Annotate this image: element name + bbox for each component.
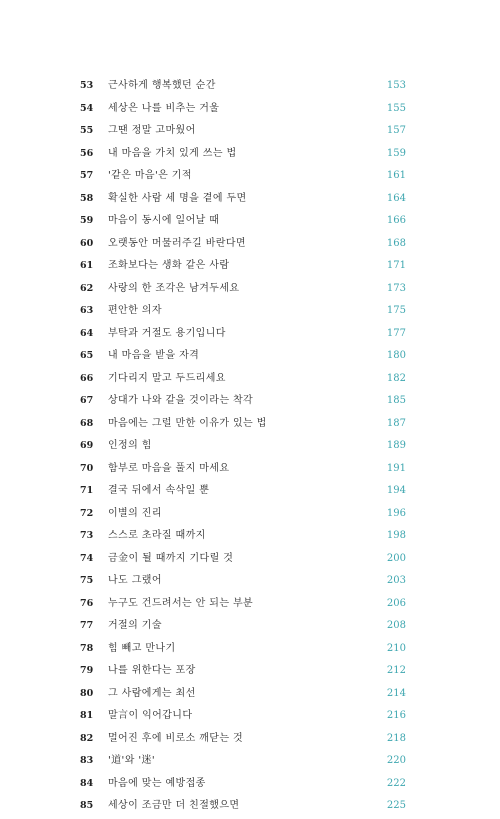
page-number: 222 [386, 777, 406, 789]
chapter-title: 내 마음을 가치 있게 쓰는 법 [108, 147, 237, 159]
chapter-title: 누구도 건드려서는 안 되는 부분 [108, 597, 254, 609]
chapter-title: 멀어진 후에 비로소 깨닫는 것 [108, 732, 244, 744]
chapter-title: 힘 빼고 만나기 [108, 642, 176, 654]
chapter-number: 64 [80, 327, 94, 339]
chapter-title: '같은 마음'은 기적 [108, 170, 192, 181]
chapter-number: 53 [80, 80, 94, 91]
toc-entry [80, 616, 406, 639]
toc-entry [80, 571, 406, 594]
chapter-number: 66 [80, 372, 94, 384]
chapter-number: 82 [80, 732, 94, 744]
page-number: 194 [386, 485, 406, 496]
chapter-number: 83 [80, 755, 94, 766]
chapter-number: 81 [80, 710, 94, 721]
chapter-number: 65 [80, 350, 94, 361]
chapter-number: 71 [80, 485, 94, 496]
page-number: 200 [386, 552, 406, 564]
page-number: 155 [386, 102, 406, 114]
toc-entry [80, 729, 406, 752]
page-number: 208 [386, 620, 406, 631]
page-number: 212 [386, 665, 406, 676]
page-number: 210 [386, 642, 406, 654]
chapter-number: 80 [80, 687, 94, 699]
toc-entry [80, 684, 406, 707]
chapter-title: 나를 위한다는 포장 [108, 665, 196, 676]
chapter-number: 68 [80, 417, 94, 429]
table-of-contents [80, 76, 406, 819]
chapter-title: 확실한 사람 세 명을 곁에 두면 [108, 192, 247, 204]
chapter-number: 67 [80, 395, 94, 406]
toc-entry [80, 481, 406, 504]
chapter-number: 54 [80, 102, 94, 114]
chapter-title: 근사하게 행복했던 순간 [108, 80, 216, 91]
chapter-title: 내 마음을 받을 자격 [108, 350, 200, 361]
chapter-number: 55 [80, 125, 94, 136]
chapter-title: 이별의 진리 [108, 507, 162, 519]
page-number: 164 [386, 192, 406, 204]
chapter-title: 인정의 힘 [108, 440, 152, 451]
chapter-title: 오랫동안 머물러주길 바란다면 [108, 237, 246, 249]
toc-entry [80, 346, 406, 369]
toc-entry [80, 234, 406, 257]
toc-entry [80, 751, 406, 774]
page-number: 153 [386, 80, 406, 91]
chapter-title: 그 사람에게는 최선 [108, 687, 196, 699]
toc-entry [80, 189, 406, 212]
toc-entry [80, 301, 406, 324]
chapter-number: 84 [80, 777, 94, 789]
chapter-number: 75 [80, 575, 94, 586]
chapter-title: 마음이 동시에 일어날 때 [108, 215, 220, 226]
chapter-title: 금金이 될 때까지 기다릴 것 [108, 552, 234, 564]
chapter-title: 세상은 나를 비추는 거울 [108, 102, 220, 114]
chapter-title: 기다리지 말고 두드리세요 [108, 372, 226, 384]
chapter-number: 61 [80, 260, 94, 271]
chapter-title: 사랑의 한 조각은 남겨두세요 [108, 282, 240, 294]
page-number: 161 [386, 170, 406, 181]
page-number: 185 [386, 395, 406, 406]
toc-entry [80, 391, 406, 414]
page-number: 171 [386, 260, 406, 271]
page-number: 180 [386, 350, 406, 361]
page-number: 203 [386, 575, 406, 586]
page-number: 216 [386, 710, 406, 721]
chapter-title: 조화보다는 생화 같은 사람 [108, 260, 230, 271]
toc-entry [80, 639, 406, 662]
toc-entry [80, 99, 406, 122]
page-number: 175 [386, 305, 406, 316]
page-number: 159 [386, 147, 406, 159]
chapter-title: 말言이 익어갑니다 [108, 710, 193, 721]
toc-entry [80, 414, 406, 437]
toc-entry [80, 144, 406, 167]
chapter-number: 56 [80, 147, 94, 159]
toc-entry [80, 661, 406, 684]
chapter-title: 마음에 맞는 예방접종 [108, 777, 206, 789]
page-number: 214 [386, 687, 406, 699]
chapter-title: 나도 그랬어 [108, 575, 162, 586]
chapter-number: 77 [80, 620, 94, 631]
page-number: 206 [386, 597, 406, 609]
toc-entry [80, 166, 406, 189]
toc-entry [80, 324, 406, 347]
page-number: 168 [386, 237, 406, 249]
toc-entry [80, 504, 406, 527]
page-number: 157 [386, 125, 406, 136]
chapter-title: 결국 뒤에서 속삭일 뿐 [108, 485, 210, 496]
chapter-number: 79 [80, 665, 94, 676]
toc-entry [80, 706, 406, 729]
chapter-number: 78 [80, 642, 94, 654]
page-number: 173 [386, 282, 406, 294]
chapter-title: 부탁과 거절도 용기입니다 [108, 327, 226, 339]
chapter-title: 스스로 초라질 때까지 [108, 530, 206, 541]
page-number: 191 [386, 462, 406, 474]
chapter-title: 상대가 나와 같을 것이라는 착각 [108, 395, 254, 406]
page-number: 182 [386, 372, 406, 384]
page-number: 196 [386, 507, 406, 519]
toc-entry [80, 594, 406, 617]
page-number: 225 [386, 800, 406, 811]
chapter-title: '道'와 '迷' [108, 755, 156, 766]
chapter-title: 그땐 정말 고마웠어 [108, 125, 196, 136]
toc-entry [80, 459, 406, 482]
toc-entry [80, 369, 406, 392]
page-number: 177 [386, 327, 406, 339]
chapter-number: 62 [80, 282, 94, 294]
toc-entry [80, 796, 406, 819]
toc-entry [80, 279, 406, 302]
page-number: 198 [386, 530, 406, 541]
chapter-number: 72 [80, 507, 94, 519]
chapter-number: 69 [80, 440, 94, 451]
chapter-number: 58 [80, 192, 94, 204]
page-number: 166 [386, 215, 406, 226]
chapter-number: 76 [80, 597, 94, 609]
toc-entry [80, 121, 406, 144]
page-number: 187 [386, 417, 406, 429]
chapter-number: 73 [80, 530, 94, 541]
toc-entry [80, 526, 406, 549]
chapter-number: 70 [80, 462, 94, 474]
page-number: 189 [386, 440, 406, 451]
toc-entry [80, 211, 406, 234]
toc-entry [80, 774, 406, 797]
chapter-title: 편안한 의자 [108, 305, 162, 316]
toc-entry [80, 549, 406, 572]
chapter-title: 세상이 조금만 더 친절했으면 [108, 800, 240, 811]
page-number: 218 [386, 732, 406, 744]
chapter-title: 함부로 마음을 풀지 마세요 [108, 462, 230, 474]
chapter-number: 57 [80, 170, 94, 181]
chapter-number: 59 [80, 215, 94, 226]
page-number: 220 [386, 755, 406, 766]
toc-entry [80, 256, 406, 279]
chapter-number: 60 [80, 237, 94, 249]
chapter-title: 거절의 기술 [108, 620, 162, 631]
chapter-number: 85 [80, 800, 94, 811]
chapter-number: 74 [80, 552, 94, 564]
toc-entry [80, 436, 406, 459]
chapter-title: 마음에는 그럴 만한 이유가 있는 법 [108, 417, 267, 429]
toc-entry [80, 76, 406, 99]
chapter-number: 63 [80, 305, 94, 316]
